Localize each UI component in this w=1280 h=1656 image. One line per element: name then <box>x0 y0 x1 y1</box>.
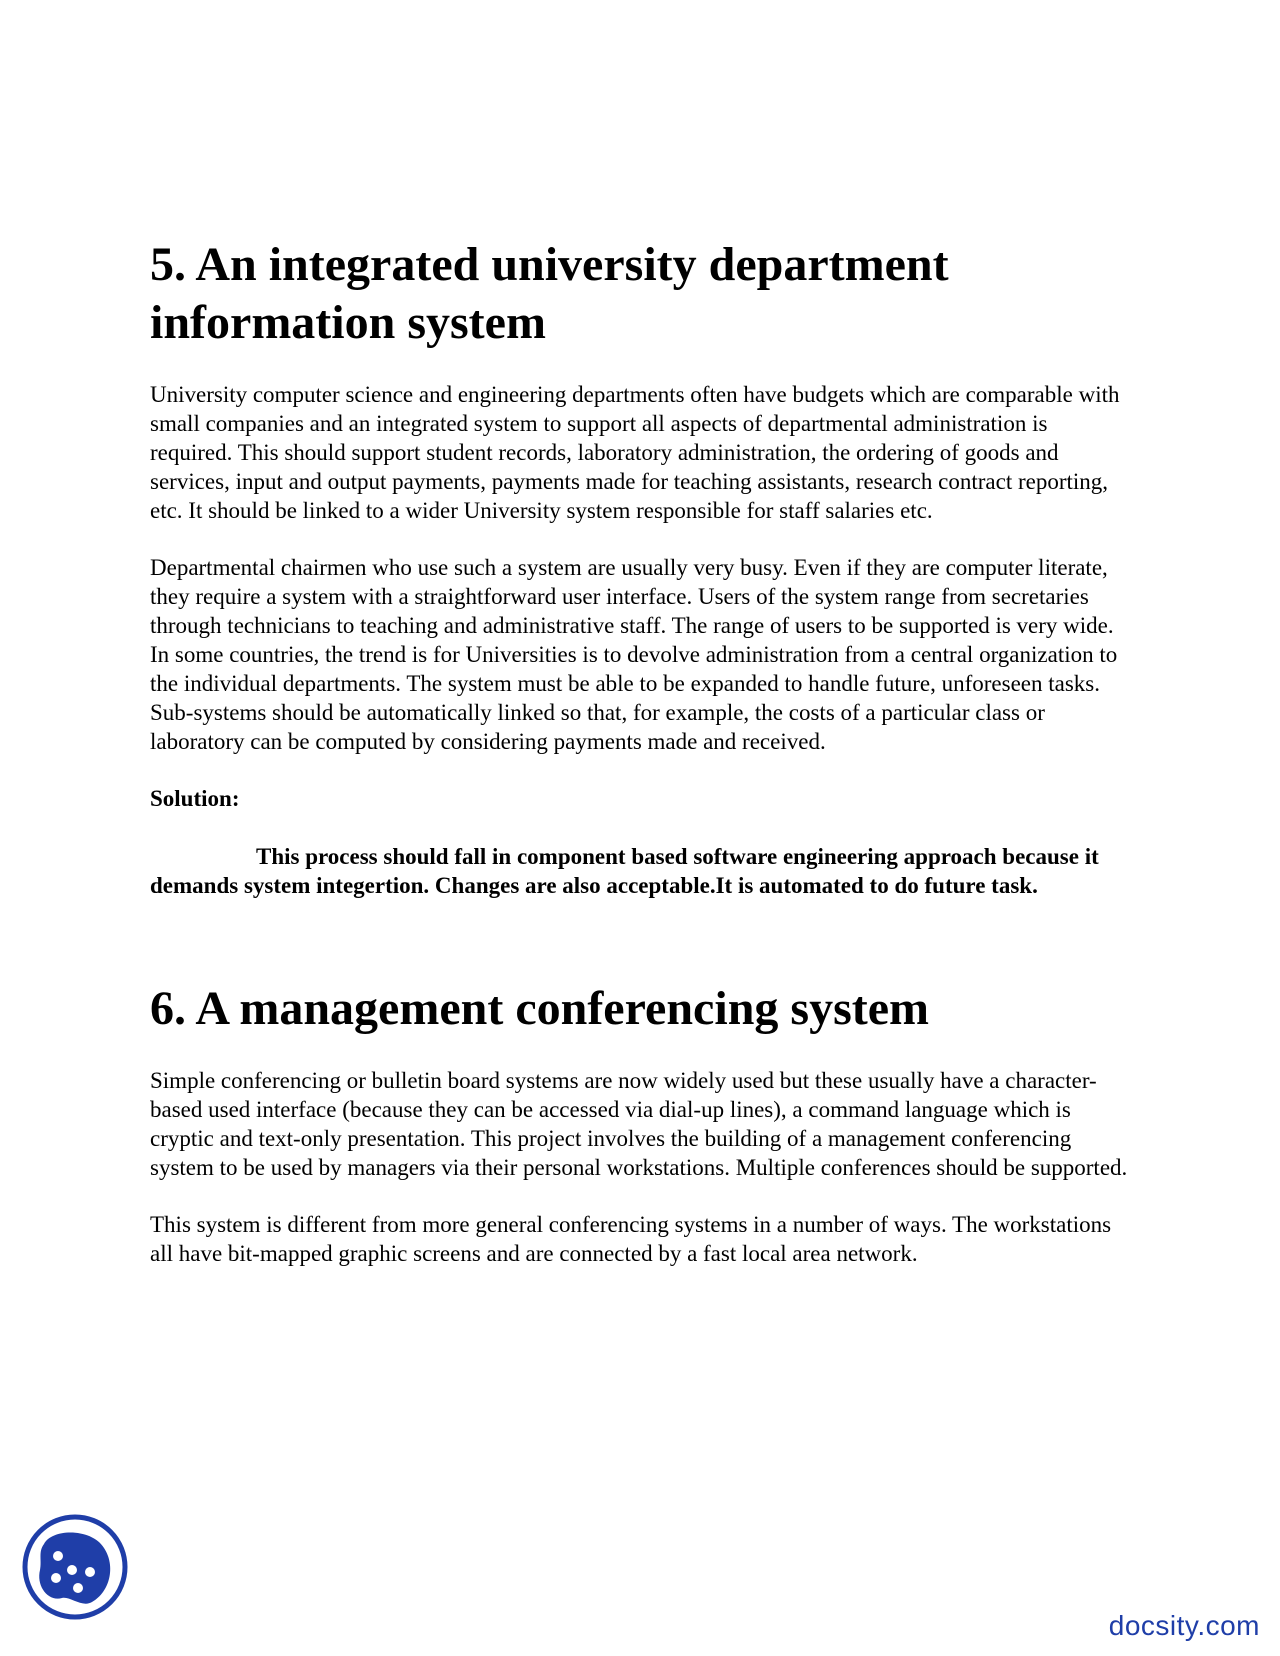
document-content <box>150 236 1130 1268</box>
section-6-paragraph-1: Simple conferencing or bulletin board systems are now widely used but these usually have a character-based used interface (because they can be accessed via dial-up lines), a command language which is cryptic and text-only presentation. This project involves the building of a management conferencing system to be used by managers via their personal workstations. Multiple conferences should be supported. <box>150 1068 1128 1180</box>
section-5-paragraph-1: University computer science and engineering departments often have budgets which are comparable with small companies and an integrated system to support all aspects of departmental administration is required. This should support student records, laboratory administration, the ordering of goods and services, input and output payments, payments made for teaching assistants, research contract reporting, etc. It should be linked to a wider University system responsible for staff salaries etc. <box>150 382 1120 523</box>
section-5-heading-line1: 5. An integrated university department <box>150 238 949 291</box>
section-6-paragraph-2: This system is different from more general conferencing systems in a number of ways. The workstations all have bit-mapped graphic screens and are connected by a fast local area network. <box>150 1212 1112 1266</box>
solution-text: This process should fall in component based software engineering approach because it demands system integertion. Changes are also acceptable.It is automated to do future task. <box>150 844 1099 898</box>
section-6-heading: 6. A management conferencing system <box>150 982 930 1035</box>
section-5-heading <box>150 236 1130 352</box>
section-5-paragraph-2: Departmental chairmen who use such a system are usually very busy. Even if they are computer literate, they require a system with a straightforward user interface. Users of the system range from secretaries through technicians to teaching and administrative staff. The range of users to be supported is very wide. In some countries, the trend is for Universities is to devolve administration from a central organization to the individual departments. The system must be able to be expanded to handle future, unforeseen tasks. Sub-systems should be automatically linked so that, for example, the costs of a particular class or laboratory can be computed by considering payments made and received. <box>150 555 1118 754</box>
docsity-brand-link[interactable]: docsity.com <box>1108 1610 1260 1641</box>
docsity-logo-icon <box>22 1514 128 1620</box>
solution-label: Solution: <box>150 786 240 811</box>
section-5-heading-line2: information system <box>150 296 546 349</box>
